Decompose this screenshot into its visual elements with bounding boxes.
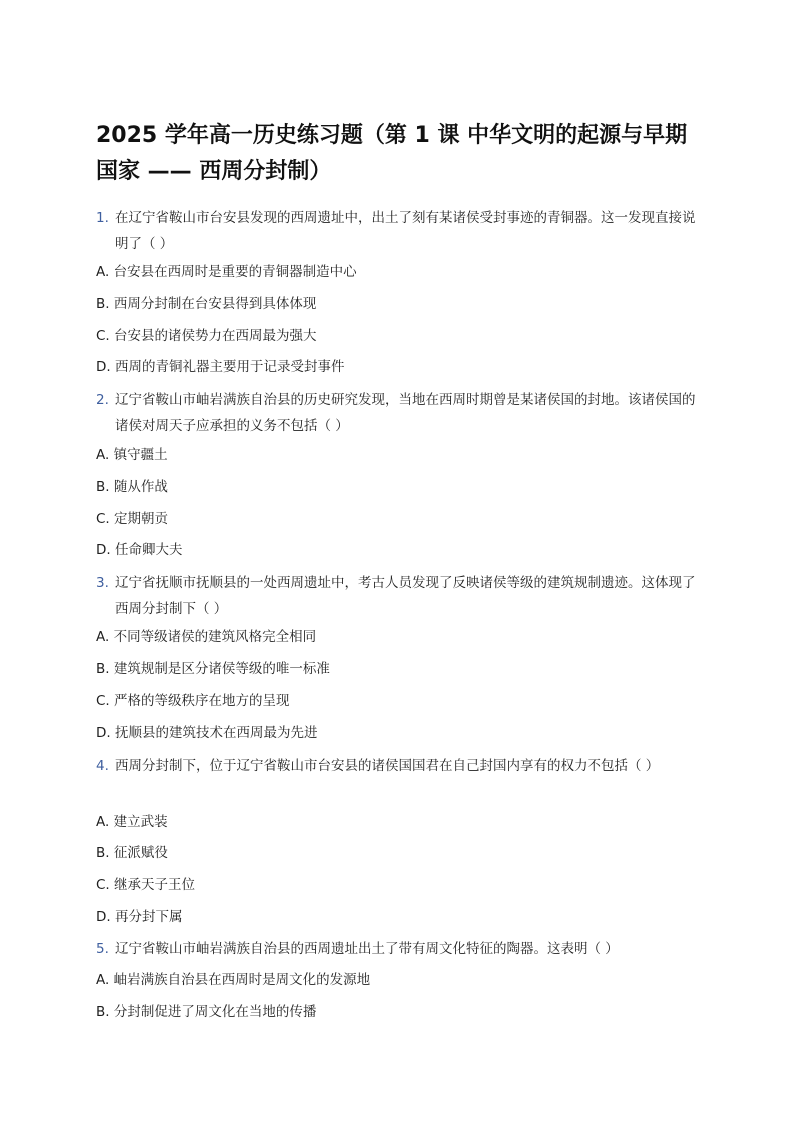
option-c: C. 严格的等级秩序在地方的呈现 [96, 693, 290, 709]
option-b: B. 建筑规制是区分诸侯等级的唯一标准 [96, 661, 330, 677]
question-number: 4. [96, 758, 109, 774]
option-d: D. 再分封下属 [96, 909, 183, 925]
option-b: B. 西周分封制在台安县得到具体体现 [96, 296, 317, 312]
question-4 [96, 753, 706, 779]
option-a: A. 岫岩满族自治县在西周时是周文化的发源地 [96, 972, 371, 988]
question-1 [96, 205, 706, 257]
option-c: C. 定期朝贡 [96, 511, 169, 527]
option-b: B. 征派赋役 [96, 845, 168, 861]
question-number: 2. [96, 392, 109, 408]
question-stem: 辽宁省鞍山市岫岩满族自治县的历史研究发现，当地在西周时期曾是某诸侯国的封地。该诸侯国的诸侯对周天子应承担的义务不包括（ ） [115, 392, 696, 434]
question-5 [96, 936, 706, 962]
question-number: 1. [96, 210, 109, 226]
option-b: B. 随从作战 [96, 479, 168, 495]
question-number: 3. [96, 575, 109, 591]
question-number: 5. [96, 941, 109, 957]
option-d: D. 抚顺县的建筑技术在西周最为先进 [96, 725, 318, 741]
question-2 [96, 387, 706, 439]
option-d: D. 任命卿大夫 [96, 542, 183, 558]
option-b: B. 分封制促进了周文化在当地的传播 [96, 1004, 317, 1020]
option-a: A. 不同等级诸侯的建筑风格完全相同 [96, 629, 317, 645]
option-c: C. 继承天子王位 [96, 877, 196, 893]
question-stem: 辽宁省鞍山市岫岩满族自治县的西周遗址出土了带有周文化特征的陶器。这表明（ ） [115, 941, 619, 957]
option-c: C. 台安县的诸侯势力在西周最为强大 [96, 328, 317, 344]
option-a: A. 台安县在西周时是重要的青铜器制造中心 [96, 264, 357, 280]
question-stem: 西周分封制下，位于辽宁省鞍山市台安县的诸侯国国君在自己封国内享有的权力不包括（ ） [115, 758, 660, 774]
option-a: A. 建立武装 [96, 814, 168, 830]
option-a: A. 镇守疆土 [96, 447, 168, 463]
document-title: 2025 学年高一历史练习题（第 1 课 中华文明的起源与早期国家 —— 西周分封制） [96, 123, 688, 184]
question-stem: 在辽宁省鞍山市台安县发现的西周遗址中，出土了刻有某诸侯受封事迹的青铜器。这一发现直接说明了（ ） [115, 210, 696, 252]
option-d: D. 西周的青铜礼器主要用于记录受封事件 [96, 359, 345, 375]
question-stem: 辽宁省抚顺市抚顺县的一处西周遗址中，考古人员发现了反映诸侯等级的建筑规制遗迹。这体现了西周分封制下（ ） [115, 575, 696, 617]
question-3 [96, 570, 706, 622]
